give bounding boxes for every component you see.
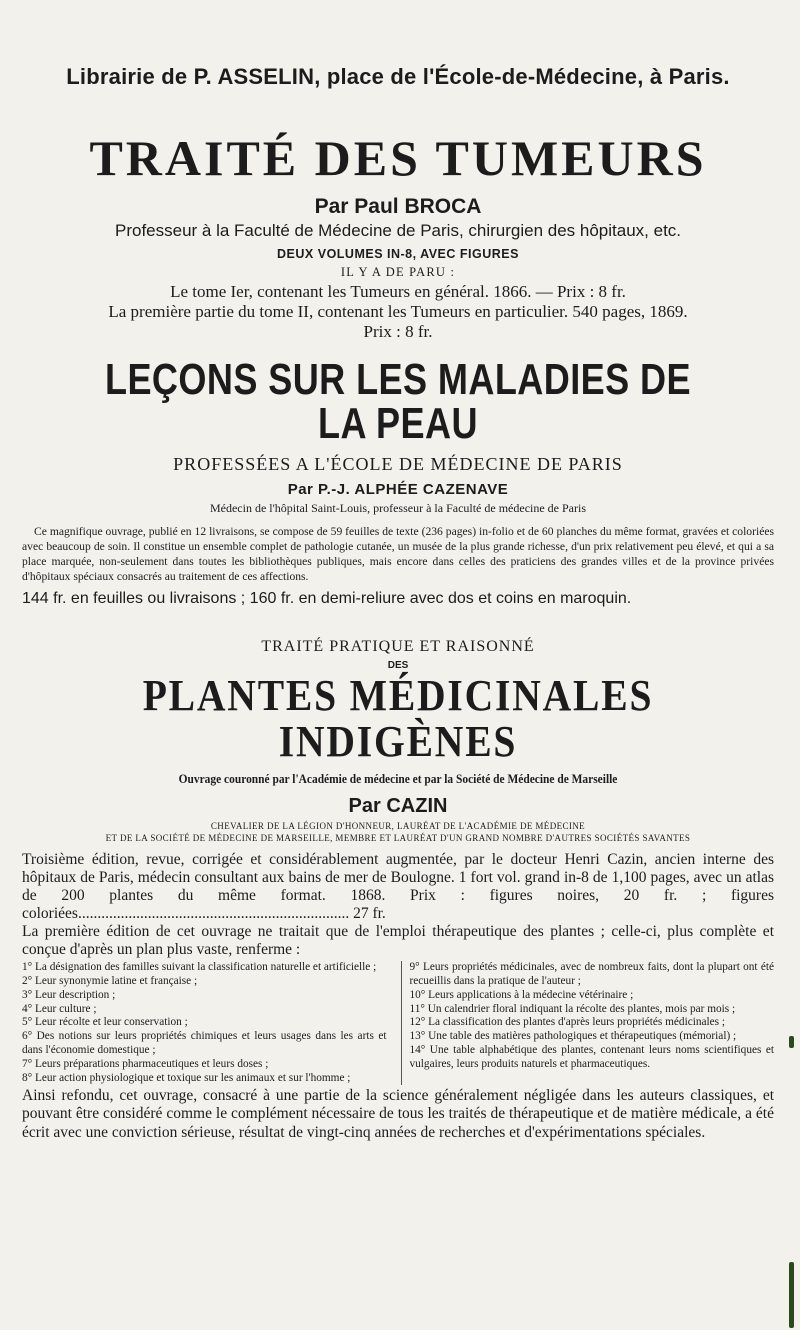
cazin-title: PLANTES MÉDICINALES INDIGÈNES — [142, 670, 654, 767]
cazin-credentials-line-2: ET DE LA SOCIÉTÉ DE MÉDECINE DE MARSEILLE, MEMBRE ET LAURÉAT D'UN GRAND NOMBRE D'AUTRES SOCIÉTÉS SAVANTES — [105, 833, 691, 844]
publisher-header: Librairie de P. ASSELIN, place de l'École-de-Médecine, à Paris. — [66, 64, 730, 89]
cazin-award: Ouvrage couronné par l'Académie de médecine et par la Société de Médecine de Marseille — [178, 771, 618, 787]
broca-listing — [22, 132, 774, 342]
list-item: 8° Leur action physiologique et toxique sur les animaux et sur l'homme ; — [22, 1071, 351, 1084]
cazin-author: Par CAZIN — [348, 795, 448, 818]
page-edge-mark — [789, 1036, 794, 1048]
cazenave-listing — [22, 354, 774, 608]
broca-position: Professeur à la Faculté de Médecine de Paris, chirurgien des hôpitaux, etc. — [114, 220, 682, 240]
list-item: 4° Leur culture ; — [22, 1002, 97, 1015]
cazin-conclusion: Ainsi refondu, cet ouvrage, consacré à une partie de la science généralement négligée dans les auteurs classiques, et pouvant être considéré comme le complément nécessaire de tous les traités de thérapeutique et de matière médicale, a été écrit avec une conviction sérieuse, résultat de vingt-cinq années de recherches et d'expérimentations spéciales. — [22, 1087, 774, 1141]
list-item: 3° Leur description ; — [22, 988, 116, 1001]
broca-title: TRAITÉ DES TUMEURS — [89, 130, 707, 186]
broca-published-label: IL Y A DE PARU : — [340, 264, 456, 279]
list-item: 1° La désignation des familles suivant la classification naturelle et artificielle ; — [22, 961, 377, 974]
advertisement-page — [22, 64, 774, 1142]
cazin-credentials — [22, 820, 774, 844]
list-item: 7° Leurs préparations pharmaceutiques et leurs doses ; — [22, 1057, 269, 1070]
cazenave-title: LEÇONS SUR LES MALADIES DE LA PEAU — [105, 354, 691, 448]
list-item: 13° Une table des matières pathologiques et thérapeutiques (mémorial) ; — [409, 1030, 737, 1043]
cazin-contents-columns — [22, 961, 774, 1085]
list-item: 11° Un calendrier floral indiquant la récolte des plantes, mois par mois ; — [409, 1002, 736, 1015]
cazin-edition-dots: ...................................................................... — [77, 904, 350, 922]
page-edge-mark — [789, 1262, 794, 1328]
list-item: 12° La classification des plantes d'après leurs propriétés médicinales ; — [409, 1016, 726, 1029]
cazenave-subtitle: PROFESSÉES A L'ÉCOLE DE MÉDECINE DE PARIS — [173, 453, 623, 474]
list-item: 5° Leur récolte et leur conservation ; — [22, 1016, 188, 1029]
cazenave-description: Ce magnifique ouvrage, publié en 12 livraisons, se compose de 59 feuilles de texte (236 pages) in-folio et de 60 planches du même format, gravées et coloriées avec beaucoup de soin. Il constitue un ensemble complet de pathologie cutanée, un musée de la plus grande richesse, d'un prix relativement peu élevé, et qui a sa place marquée, non-seulement dans toutes les bibliothèques publiques, mais encore dans celles des praticiens des grandes villes et de la province privées d'hôpitaux spéciaux consacrés au traitement de ces affections. — [22, 524, 774, 583]
broca-tome-2-price: Prix : 8 fr. — [363, 321, 433, 341]
list-item: 2° Leur synonymie latine et française ; — [22, 975, 198, 988]
cazin-des: DES — [387, 659, 409, 671]
cazin-edition-price: 27 fr. — [353, 904, 386, 922]
cazin-pretitle: TRAITÉ PRATIQUE ET RAISONNÉ — [261, 637, 535, 655]
list-item: 14° Une table alphabétique des plantes, contenant leurs noms scientifiques et vulgaires, leurs produits naturels et pharmaceutiques. — [409, 1043, 774, 1070]
cazin-listing — [22, 638, 774, 1142]
list-item: 10° Leurs applications à la médecine vétérinaire ; — [409, 988, 634, 1001]
cazin-edition-text: Troisième édition, revue, corrigée et considérablement augmentée, par le docteur Henri Cazin, ancien interne des hôpitaux de Paris, médecin consultant aux bains de mer de Boulogne. 1 fort vol. grand in-8 de 1,100 pages, avec un atlas de 200 plantes du même format. 1868. Prix : figures noires, 20 fr. ; figures coloriées — [22, 850, 774, 922]
broca-volumes: DEUX VOLUMES IN-8, AVEC FIGURES — [277, 246, 519, 261]
cazenave-author-position: Médecin de l'hôpital Saint-Louis, professeur à la Faculté de médecine de Paris — [209, 500, 587, 515]
cazenave-price: 144 fr. en feuilles ou livraisons ; 160 fr. en demi-reliure avec dos et coins en maroquin. — [22, 589, 632, 607]
cazin-credentials-line-1: CHEVALIER DE LA LÉGION D'HONNEUR, LAURÉAT DE L'ACADÉMIE DE MÉDECINE — [210, 821, 586, 832]
broca-tome-1: Le tome Ier, contenant les Tumeurs en général. 1866. — Prix : 8 fr. — [170, 281, 626, 301]
cazin-edition — [22, 851, 774, 924]
cazin-contents-left — [22, 961, 387, 1085]
list-item: 9° Leurs propriétés médicinales, avec de nombreux faits, dont la plupart ont été recueillis dans la pratique de l'auteur ; — [409, 961, 774, 988]
broca-author: Par Paul BROCA — [314, 194, 482, 218]
list-item: 6° Des notions sur leurs propriétés chimiques et leurs usages dans les arts et dans l'économie domestique ; — [22, 1030, 387, 1056]
cazin-contents-right — [401, 961, 775, 1085]
broca-tome-2: La première partie du tome II, contenant les Tumeurs en particulier. 540 pages, 1869. — [108, 301, 688, 321]
cazin-intro: La première édition de cet ouvrage ne traitait que de l'emploi thérapeutique des plantes ; celle-ci, plus complète et conçue d'après un plan plus vaste, renferme : — [22, 923, 774, 959]
cazenave-author: Par P.-J. ALPHÉE CAZENAVE — [287, 480, 509, 498]
